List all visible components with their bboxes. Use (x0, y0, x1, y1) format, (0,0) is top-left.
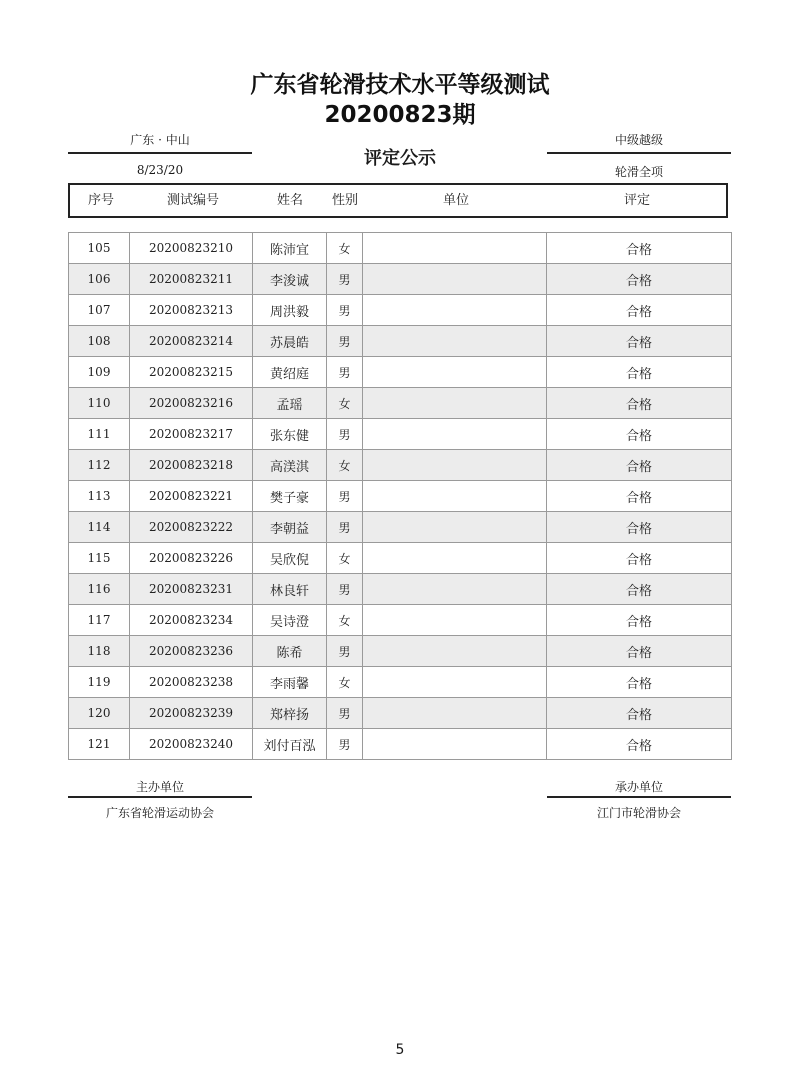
participant-unit (363, 388, 547, 419)
host-name: 江门市轮滑协会 (596, 806, 681, 820)
participant-gender: 男 (327, 264, 363, 295)
participant-gender: 男 (327, 481, 363, 512)
assessment-result: 合格 (547, 667, 732, 698)
test-code: 20200823231 (130, 574, 253, 605)
organizer-label: 主办单位 (135, 780, 184, 794)
participant-name: 张东健 (253, 419, 327, 450)
participant-unit (363, 605, 547, 636)
table-row (69, 512, 732, 543)
participant-gender: 男 (327, 357, 363, 388)
column-header-number: 序号 (87, 193, 114, 208)
participant-name: 周洪毅 (253, 295, 327, 326)
participant-name: 高渼淇 (253, 450, 327, 481)
test-code: 20200823215 (130, 357, 253, 388)
table-row (69, 543, 732, 574)
participant-gender: 男 (327, 419, 363, 450)
participant-unit (363, 295, 547, 326)
table-row (69, 233, 732, 264)
participant-unit (363, 264, 547, 295)
table-row (69, 326, 732, 357)
row-number: 106 (69, 264, 130, 295)
test-code: 20200823218 (130, 450, 253, 481)
participant-gender: 男 (327, 326, 363, 357)
table-row (69, 388, 732, 419)
participant-gender: 男 (327, 512, 363, 543)
row-number: 109 (69, 357, 130, 388)
row-number: 120 (69, 698, 130, 729)
participant-gender: 女 (327, 233, 363, 264)
row-number: 121 (69, 729, 130, 760)
participant-unit (363, 729, 547, 760)
participant-unit (363, 574, 547, 605)
row-number: 119 (69, 667, 130, 698)
assessment-result: 合格 (547, 698, 732, 729)
participant-gender: 女 (327, 667, 363, 698)
host-label: 承办单位 (614, 780, 663, 794)
assessment-result: 合格 (547, 326, 732, 357)
participant-gender: 女 (327, 543, 363, 574)
column-header-box (68, 183, 728, 218)
participant-name: 李朝益 (253, 512, 327, 543)
row-number: 113 (69, 481, 130, 512)
participant-name: 刘付百泓 (253, 729, 327, 760)
participant-unit (363, 543, 547, 574)
results-table-body (69, 233, 732, 760)
participant-name: 林良轩 (253, 574, 327, 605)
row-number: 118 (69, 636, 130, 667)
event-label: 轮滑全项 (614, 165, 663, 179)
row-number: 111 (69, 419, 130, 450)
results-table (68, 232, 732, 760)
assessment-result: 合格 (547, 729, 732, 760)
test-period: 20200823期 (324, 102, 476, 128)
participant-gender: 男 (327, 574, 363, 605)
participant-name: 李雨馨 (253, 667, 327, 698)
assessment-result: 合格 (547, 574, 732, 605)
assessment-result: 合格 (547, 481, 732, 512)
participant-name: 郑梓扬 (253, 698, 327, 729)
participant-gender: 男 (327, 698, 363, 729)
row-number: 110 (69, 388, 130, 419)
test-code: 20200823213 (130, 295, 253, 326)
column-header-result: 评定 (623, 193, 650, 208)
test-code: 20200823210 (130, 233, 253, 264)
test-code: 20200823226 (130, 543, 253, 574)
participant-unit (363, 667, 547, 698)
participant-name: 陈希 (253, 636, 327, 667)
row-number: 107 (69, 295, 130, 326)
assessment-result: 合格 (547, 419, 732, 450)
participant-unit (363, 698, 547, 729)
table-row (69, 698, 732, 729)
participant-name: 吴欣倪 (253, 543, 327, 574)
row-number: 115 (69, 543, 130, 574)
participant-name: 苏晨皓 (253, 326, 327, 357)
row-number: 105 (69, 233, 130, 264)
table-row (69, 450, 732, 481)
right-divider (547, 152, 731, 154)
assessment-result: 合格 (547, 388, 732, 419)
assessment-result: 合格 (547, 636, 732, 667)
assessment-result: 合格 (547, 450, 732, 481)
test-date: 8/23/20 (136, 163, 184, 177)
table-row (69, 357, 732, 388)
row-number: 108 (69, 326, 130, 357)
test-code: 20200823222 (130, 512, 253, 543)
test-code: 20200823221 (130, 481, 253, 512)
participant-unit (363, 636, 547, 667)
assessment-result: 合格 (547, 605, 732, 636)
participant-unit (363, 357, 547, 388)
row-number: 114 (69, 512, 130, 543)
participant-unit (363, 419, 547, 450)
assessment-result: 合格 (547, 295, 732, 326)
row-number: 112 (69, 450, 130, 481)
row-number: 117 (69, 605, 130, 636)
column-header-code: 测试编号 (166, 193, 219, 208)
test-code: 20200823238 (130, 667, 253, 698)
test-code: 20200823234 (130, 605, 253, 636)
participant-gender: 女 (327, 388, 363, 419)
table-row (69, 295, 732, 326)
participant-gender: 男 (327, 729, 363, 760)
participant-unit (363, 481, 547, 512)
table-row (69, 264, 732, 295)
participant-unit (363, 450, 547, 481)
participant-name: 李浚诚 (253, 264, 327, 295)
assessment-result: 合格 (547, 512, 732, 543)
participant-unit (363, 233, 547, 264)
participant-unit (363, 512, 547, 543)
host-divider (547, 796, 731, 798)
table-row (69, 574, 732, 605)
participant-name: 樊子豪 (253, 481, 327, 512)
assessment-result: 合格 (547, 233, 732, 264)
document-title: 广东省轮滑技术水平等级测试 (250, 72, 550, 98)
participant-gender: 男 (327, 636, 363, 667)
participant-gender: 女 (327, 605, 363, 636)
test-code: 20200823214 (130, 326, 253, 357)
participant-name: 吴诗澄 (253, 605, 327, 636)
participant-name: 黄绍庭 (253, 357, 327, 388)
participant-gender: 女 (327, 450, 363, 481)
assessment-result: 合格 (547, 357, 732, 388)
participant-name: 陈沛宜 (253, 233, 327, 264)
announcement-subtitle: 评定公示 (364, 148, 436, 169)
organizer-name: 广东省轮滑运动协会 (105, 806, 214, 820)
table-row (69, 729, 732, 760)
assessment-result: 合格 (547, 543, 732, 574)
table-row (69, 636, 732, 667)
row-number: 116 (69, 574, 130, 605)
location-label: 广东 · 中山 (130, 133, 190, 147)
test-code: 20200823216 (130, 388, 253, 419)
test-code: 20200823239 (130, 698, 253, 729)
page-number: 5 (395, 1042, 405, 1058)
assessment-result: 合格 (547, 264, 732, 295)
test-code: 20200823240 (130, 729, 253, 760)
participant-unit (363, 326, 547, 357)
level-label: 中级越级 (614, 133, 663, 147)
test-code: 20200823217 (130, 419, 253, 450)
table-row (69, 419, 732, 450)
column-header-name: 姓名 (276, 193, 303, 208)
table-row (69, 481, 732, 512)
participant-name: 孟瑶 (253, 388, 327, 419)
table-row (69, 667, 732, 698)
participant-gender: 男 (327, 295, 363, 326)
table-row (69, 605, 732, 636)
test-code: 20200823236 (130, 636, 253, 667)
test-code: 20200823211 (130, 264, 253, 295)
organizer-divider (68, 796, 252, 798)
column-header-gender: 性别 (331, 193, 358, 208)
column-header-unit: 单位 (442, 193, 469, 208)
